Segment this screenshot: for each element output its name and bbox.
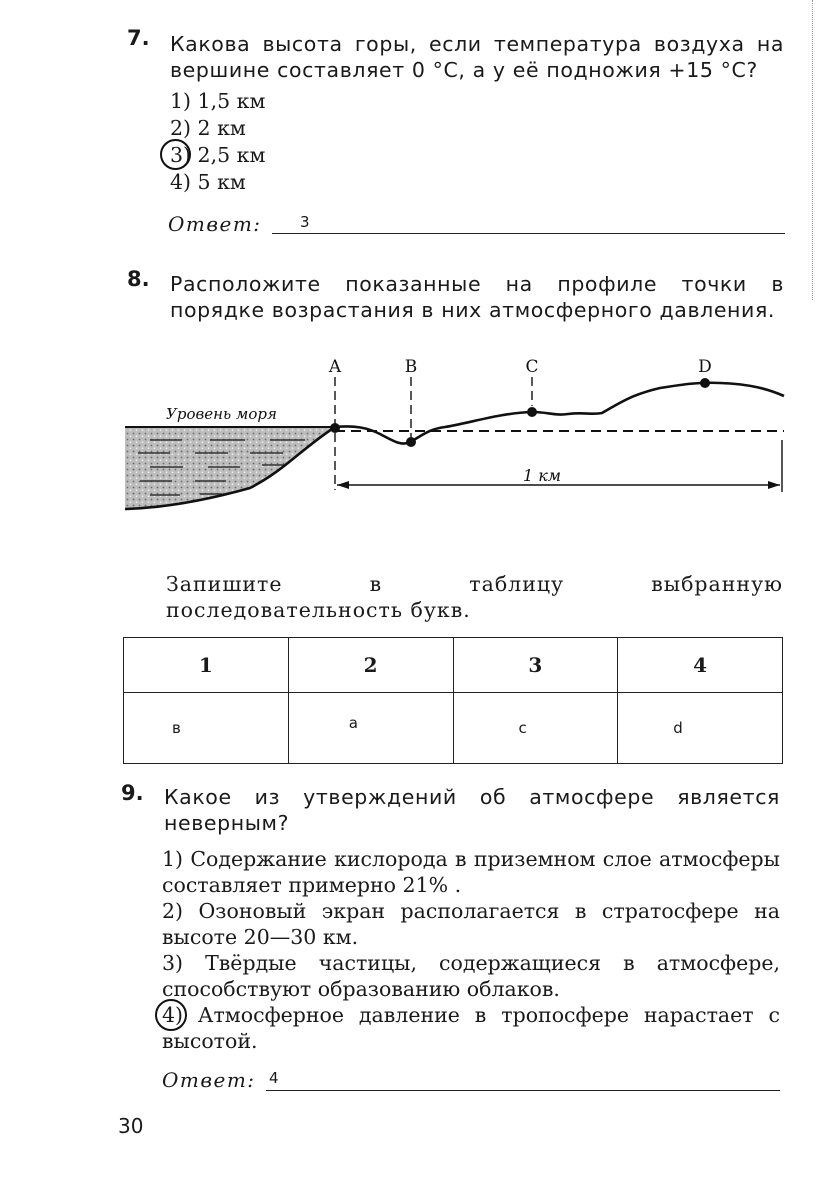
table-cell-1[interactable]: в <box>124 693 289 764</box>
question-8-number: 8. <box>127 267 150 291</box>
question-7-number: 7. <box>127 26 150 50</box>
question-7-answer-label: Ответ: <box>168 212 262 236</box>
question-9-option-3: 3) Твёрдые частицы, содержащиеся в атмосфере, способствуют образованию облаков. <box>162 951 780 1001</box>
question-8-text: Расположите показанные на профиле точки в порядке возрастания в них атмосферного давления. <box>170 272 784 322</box>
question-9-answer-label: Ответ: <box>162 1068 256 1092</box>
table-cell-3[interactable]: c <box>453 693 618 764</box>
question-9-option-4: 4) Атмосферное давление в тропосфере нарастает с высотой. <box>162 1003 780 1053</box>
question-8-instruction: Запишите в таблицу выбранную последовательность букв. <box>166 572 783 622</box>
question-7-option-4: 4) 5 км <box>170 170 246 194</box>
point-guides <box>335 377 532 490</box>
distance-arrow-left <box>337 481 349 489</box>
selected-option-circle-q9 <box>155 999 187 1031</box>
land-profile-line <box>335 383 784 444</box>
point-d-marker <box>700 378 710 388</box>
point-b-label: B <box>404 357 418 377</box>
question-7-option-1: 1) 1,5 км <box>170 89 266 113</box>
page-number: 30 <box>118 1114 144 1138</box>
question-9-option-1: 1) Содержание кислорода в приземном слое атмосферы составляет примерно 21% . <box>162 847 780 897</box>
table-cell-2[interactable]: a <box>288 693 453 764</box>
distance-label: 1 км <box>522 466 562 485</box>
question-9-answer-value: 4 <box>269 1069 279 1087</box>
point-c-marker <box>527 407 537 417</box>
table-header-1: 1 <box>124 638 289 693</box>
question-9-text: Какое из утверждений об атмосфере является неверным? <box>164 785 780 835</box>
question-7-option-3: 3) 2,5 км <box>170 143 266 167</box>
question-7-answer-value: 3 <box>300 213 310 231</box>
question-9-answer-line <box>266 1090 780 1091</box>
table-header-3: 3 <box>453 638 618 693</box>
question-9-option-2: 2) Озоновый экран располагается в стратосфере на высоте 20—30 км. <box>162 899 780 949</box>
question-7-text: Какова высота горы, если температура воздуха на вершине составляет 0 °С, а у её подножия +15 °С? <box>170 32 784 82</box>
scan-edge-mark <box>812 0 813 300</box>
point-a-marker <box>330 423 340 433</box>
sea-level-label: Уровень моря <box>166 405 277 423</box>
answer-table <box>123 637 783 764</box>
point-a-label: A <box>328 357 342 377</box>
distance-arrow-right <box>768 481 780 489</box>
table-header-4: 4 <box>618 638 783 693</box>
point-b-marker <box>406 437 416 447</box>
table-header-2: 2 <box>288 638 453 693</box>
table-cell-4[interactable]: d <box>618 693 783 764</box>
point-c-label: C <box>525 357 539 377</box>
question-7-option-2: 2) 2 км <box>170 116 246 140</box>
question-9-number: 9. <box>121 781 144 805</box>
relief-profile-diagram <box>0 0 819 540</box>
point-d-label: D <box>698 357 712 377</box>
